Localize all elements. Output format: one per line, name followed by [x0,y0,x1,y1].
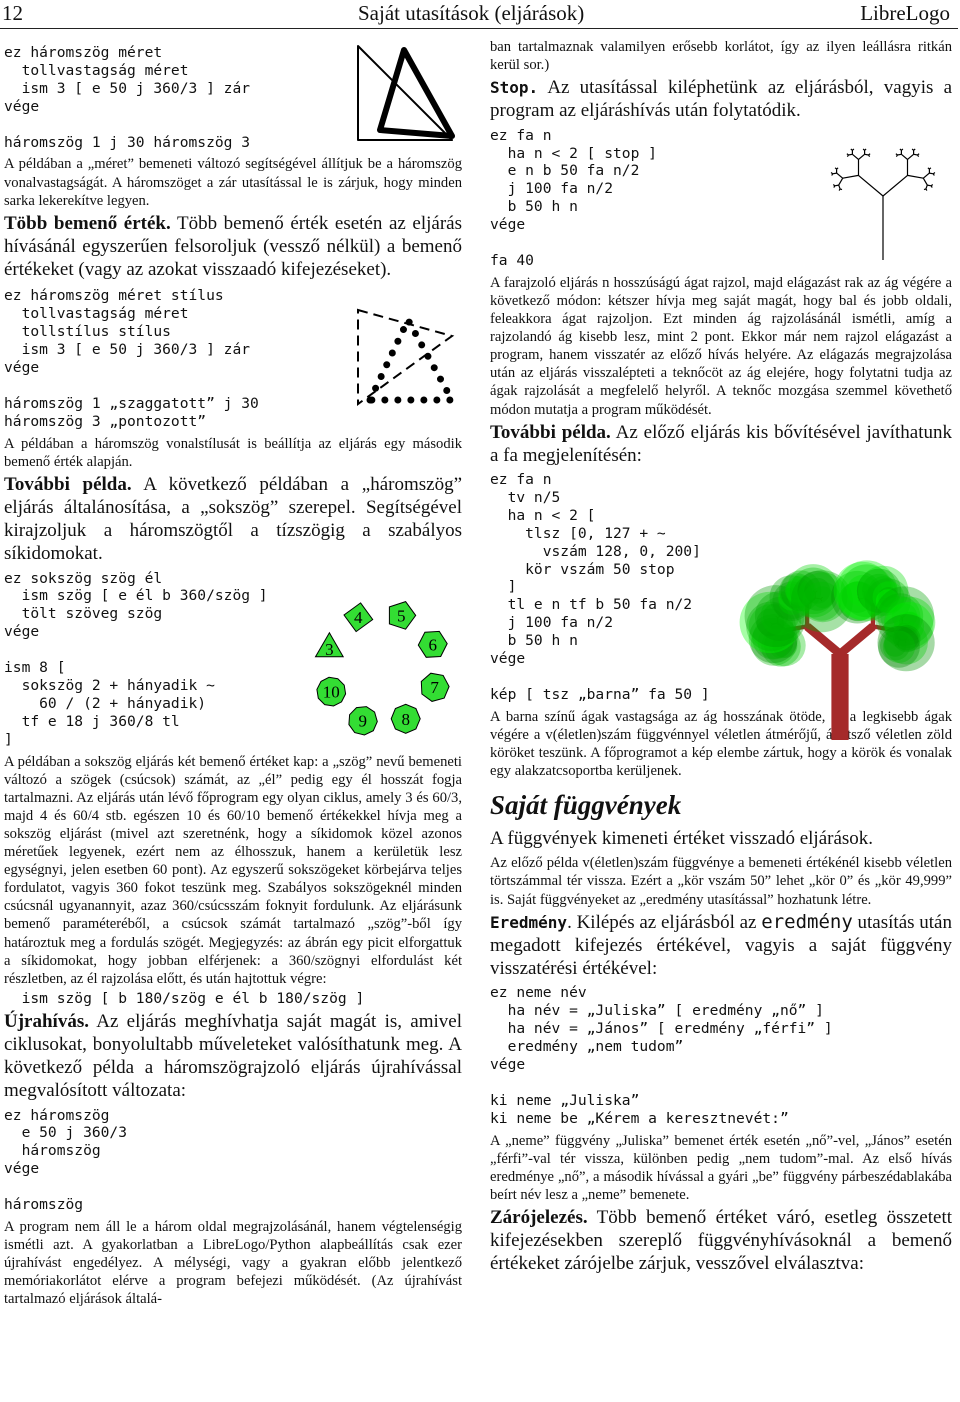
tree-branch-44 [914,149,916,150]
tree-branch-7 [835,185,839,186]
figure-styled-triangles [352,304,462,412]
paragraph-multiple-inputs [4,212,462,282]
polygon-label-10: 10 [322,682,340,702]
tree-branch-21 [847,154,849,155]
tree-branch-16 [837,168,839,169]
code-polygon: ez sokszög szög él ism szög [ e él b 360/szög ] tölt szöveg szög vége ism 8 [ sokszög 2 + hányadik ~ 60 / (2 + hányadik) tf e 18 j 360/8 tl ] [4,569,268,748]
tree-branch-47 [918,155,919,157]
text-recursion: Az eljárás meghívhatja saját magát is, amivel ciklusokat, bonyolultabb műveleteket valósíthatunk meg. A következő példa a háromszögrajzoló eljárás újrahívással megvalósított változata: [4,1010,462,1102]
tree-branch-35 [897,154,901,155]
tree-branch-56 [923,178,927,185]
figure-colored-tree [722,490,958,740]
tree-branch-13 [831,173,833,174]
heading-multiple-inputs: Több bemenő érték. [4,212,171,234]
heading-recursion: Újrahívás. [4,1010,89,1032]
tree-branch-9 [833,185,835,186]
paragraph-result [490,911,952,981]
text-polygon-intro: A következő példában a „háromszög” eljárás általánosítása, a „sokszög” szerepel. Segítségével kirajzoljuk a háromszögtől a tízszögig a szabályos síkidomokat. [4,473,462,565]
tree-branch-28 [865,149,867,150]
tree-branch-52 [929,168,931,169]
tree-branch-24 [852,149,854,150]
polygon-label-4: 4 [354,608,363,628]
figure-polygons [304,588,464,748]
paragraph-stop [490,76,952,122]
thin-triangle [358,46,452,140]
tree-branch-37 [896,154,898,155]
paragraph-recursion [4,1010,462,1103]
code-colored-tree: ez fa n tv n/5 ha n < 2 [ tlsz [0, 127 + ~ vszám 128, 0, 200] kör vszám 50 stop ] tl e n tf b 50 fa n/2 j 100 fa n/2 b 50 h n vége kép [ tsz „barna” fa 50 ] [490,471,710,703]
polygon-label-3: 3 [325,639,334,659]
heading-result: Eredmény [490,912,568,932]
tree-branch-46 [918,154,920,155]
polygon-label-6: 6 [428,635,438,655]
paragraph-parentheses [490,1206,952,1276]
tree-branch-29 [865,154,869,155]
code-recursive-triangle: ez háromszög e 50 j 360/3 háromszög vége háromszög [4,1106,128,1214]
dashed-triangle [358,310,452,404]
tree-branch-19 [848,154,852,155]
page-number: 12 [2,1,23,25]
heading-parentheses: Zárójelezés. [490,1206,588,1228]
tree-branch-1 [859,175,884,196]
paragraph-functions-random: Az előző példa v(életlen)szám függvénye a bemeneti értékénél kisebb véletlen törtszámmal tér vissza. Ezért a „kör vszám 50” lehet „kör 0” és „kör 49,999” is. Saját függvényeket az „eredmény utasítással” hozhatunk létre. [490,855,952,908]
paragraph-recursion-limit-cont: ban tartalmaznak valamilyen erősebb korlátot, így az ilyen leállásra ritkán kerül sor.) [490,39,952,74]
text-result-a: . Kilépés az eljárásból az [567,911,762,933]
tree-branch-10 [837,173,843,178]
tree-branch-60 [926,185,927,189]
tree-branch-45 [914,154,918,155]
paragraph-colored-tree-explained: A barna színű ágak vastagsága az ág hosszának ötöde, és a legkisebb ágak végére a v(életlen)szám függvénnyel véletlen átmérőjű, áttetsző véletlen zöld köröket teszünk. A főprogramot a kép elembe zártuk, hogy a körök és vonalak egy alakzatcsoportba kerüljenek. [490,708,952,780]
heading-further-example-2: További példa. [490,421,611,443]
tree-branch-15 [835,168,837,169]
heading-stop: Stop. [490,78,539,98]
tree-branch-53 [929,173,933,174]
code-tree: ez fa n ha n < 2 [ stop ] e n b 50 fa n/2 j 100 fa n/2 b 50 h n vége fa 40 [490,126,657,269]
polygon-label-7: 7 [430,678,439,698]
code-triangle-size: ez háromszög méret tollvastagság méret ism 3 [ e 50 j 360/3 ] zár vége háromszög 1 j 30 háromszög 3 [4,44,251,151]
running-title: Saját utasítások (eljárások) [358,1,585,25]
tree-branch-43 [912,149,914,150]
tree-branch-11 [833,173,837,174]
figure-thick-triangles [352,40,464,148]
tree-branch-39 [900,149,902,150]
tree-branch-34 [901,154,907,159]
paragraph-polygon-explained: A példában a sokszög eljárás két bemenő értéket kap: a „szög” nevű bemeneti változó a szögek (csúcsok) számát, az „él” pedig egy él hosszát fogja tartalmazni. Az eljárás után lévő főprogram egy olyan ciklus, amely 3 és 60/3, majd 4 és 60/4 stb. egészen 10 és 60/10 bemenő értékekkel hívja meg a sokszög eljárást (mivel azt szeretnénk, hogy a síkidomok közel azonos méretűek legyenek, ezért nem az élhosszuk, hanem a kerületük lesz egységnyi, jelen esetben 60 pont). Az egyszerű sokszögeket körbejárva teljes fordulatot, vagyis 360 fokot teszünk meg. Szabályos sokszögeknél minden csúcsnál ugyanannyit, azaz 360/csúcsszám foknyit fordulunk. Az eljárásunk bemenő paraméteréből, a csúcsok számát tartalmazó „szög”-ből így határoztuk meg a fordulás szögét. Megjegyzés: az ábrán egy picit elforgattuk a síkidomokat, hogy jobban elférjenek: a 360/szögnyi elfordulást két részletben, az él rajzolása előtt, és után hajtottuk végre: [4,753,462,987]
tree-branch-51 [928,168,930,169]
tree-leaf-circle-63 [880,630,910,660]
tree-branch-18 [852,154,858,159]
tree-branch-27 [863,149,865,150]
paragraph-tree-improve [490,421,952,467]
tree-branch-54 [933,173,935,174]
text-stop: Az utasítással kiléphetünk az eljárásból, vagyis a program az eljáráshívás után folytatódik. [490,77,952,122]
code-polygon-rotation: ism szög [ b 180/szög e él b 180/szög ] [4,989,365,1007]
text-tree-improve: Az előző eljárás kis bővítésével javíthatunk a fa megjelenítésén: [490,421,953,466]
paragraph-recursion-limit: A program nem áll le a három oldal megrajzolásánál, hanem végtelenségig ismétli azt. A gyakorlatban a LibreLogo/Python alapbeállítás csak ezer újrahívást engedélyez. A mélységi, vagy a gyakran előbb jelentkező memóriakorlátot elérve a program befejezi működését. (Az újrahívást tartalmazó eljárások általá- [4,1219,462,1308]
tree-branch-2 [843,175,859,178]
header-rule [0,28,958,29]
tree-branch-30 [869,154,871,155]
running-app-name: LibreLogo [860,1,950,25]
tree-branch-61 [926,189,927,191]
page-header [0,0,960,28]
tree-branch-59 [931,186,932,188]
tree-branch-3 [839,178,843,185]
tree-branch-48 [908,175,924,178]
tree-branch-25 [859,154,865,159]
paragraph-functions-def: A függvények kimeneti értéket visszadó eljárások. [490,828,874,850]
tree-branch-4 [839,185,840,189]
text-result-b: utasítás után megadott kifejezés értékével, vagyis a saját függvény visszatérési értékével: [490,911,952,980]
tree-trunk-branch-32 [840,626,873,654]
paragraph-gender-explained: A „neme” függvény „Juliska” bemenet érték esetén „nő”-vel, „János” esetén „férfi”-val tér vissza, különben pedig „nem tudom”-mal. Az első hívás eredménye „nő”, a második hívással a gyári „be” függvény párbeszédablakába beírt név lesz a „neme” bemenete. [490,1132,952,1203]
tree-branch-62 [924,189,926,190]
tree-branch-58 [931,185,933,186]
text-multiple-inputs: Több bemenő érték esetén az eljárás hívásánál egyszerűen felsoroljuk (vessző nélkül) a bemenő értékeket (vagy az azokat visszaadó kifejezéseket). [4,212,462,281]
figure-binary-tree [810,124,956,264]
tree-branch-41 [908,154,914,159]
paragraph-polygon-intro [4,473,462,566]
tree-branch-31 [869,155,870,157]
paragraph-size-explained: A példában a „méret” bemeneti változó segítségével állítjuk be a háromszög vonalvastagságát. A háromszöget a zár utasítással le is zárjuk, hogy minden sarka lekerekítve legyen. [4,156,462,209]
tree-branch-32 [883,175,908,196]
tree-branch-23 [851,149,853,150]
tree-branch-55 [933,174,934,176]
polygon-label-8: 8 [401,709,410,729]
heading-further-example: További példa. [4,473,132,495]
tree-branch-49 [923,173,929,178]
tree-branch-6 [839,189,840,191]
text-parentheses: Több bemenő értéket váró, esetleg összetett kifejezésekben szereplő függvényhívásoknál a bemenő értékeket zárójelbe zárjuk, vesszővel elválasztva: [490,1206,952,1275]
text-result-keyword: eredmény [761,910,853,933]
code-triangle-style: ez háromszög méret stílus tollvastagság méret tollstílus stílus ism 3 [ e 50 j 360/3 ] zár vége háromszög 1 „szaggatott” j 30 háromszög 3 „pontozott” [4,287,259,430]
tree-branch-57 [927,185,931,186]
polygon-label-9: 9 [358,711,368,731]
tree-branch-40 [901,149,903,150]
thick-triangle [380,50,452,136]
paragraph-tree-explained: A farajzoló eljárás n hosszúságú ágat rajzol, majd elágazást rak az ág végére a következő módon: kétszer hívja meg saját magát, hogy bal és jobb oldali, feleakkora ágat rajzoljon. Ezt minden ág rajzolásánál ismétli, amíg a rajzolandó ág kisebb lesz, mint 2 pont. Ekkor már nem rajzol elágazást a program, hanem visszatér az előző hívás helyére. Az elágazás megrajzolása után az eljárás visszalépteti a teknőcöt az ág elejére, hogy folytatni tudja az ágak rajzolását a megfelelő helyről. A teknőc mozgása szemmel követhető módon mutatja a program működését. [490,274,952,418]
code-gender-function: ez neme név ha név = „Juliska” [ eredmény „nő” ] ha név = „János” [ eredmény „férfi” ] eredmény „nem tudom” vége ki neme „Juliska” ki neme be „Kérem a keresztnevét:” [490,984,833,1127]
polygon-label-5: 5 [396,606,406,626]
section-heading-functions: Saját függvények [490,790,682,821]
paragraph-style-explained: A példában a háromszög vonalstílusát is beállítja az eljárás egy második bemenő érték alapján. [4,435,462,470]
